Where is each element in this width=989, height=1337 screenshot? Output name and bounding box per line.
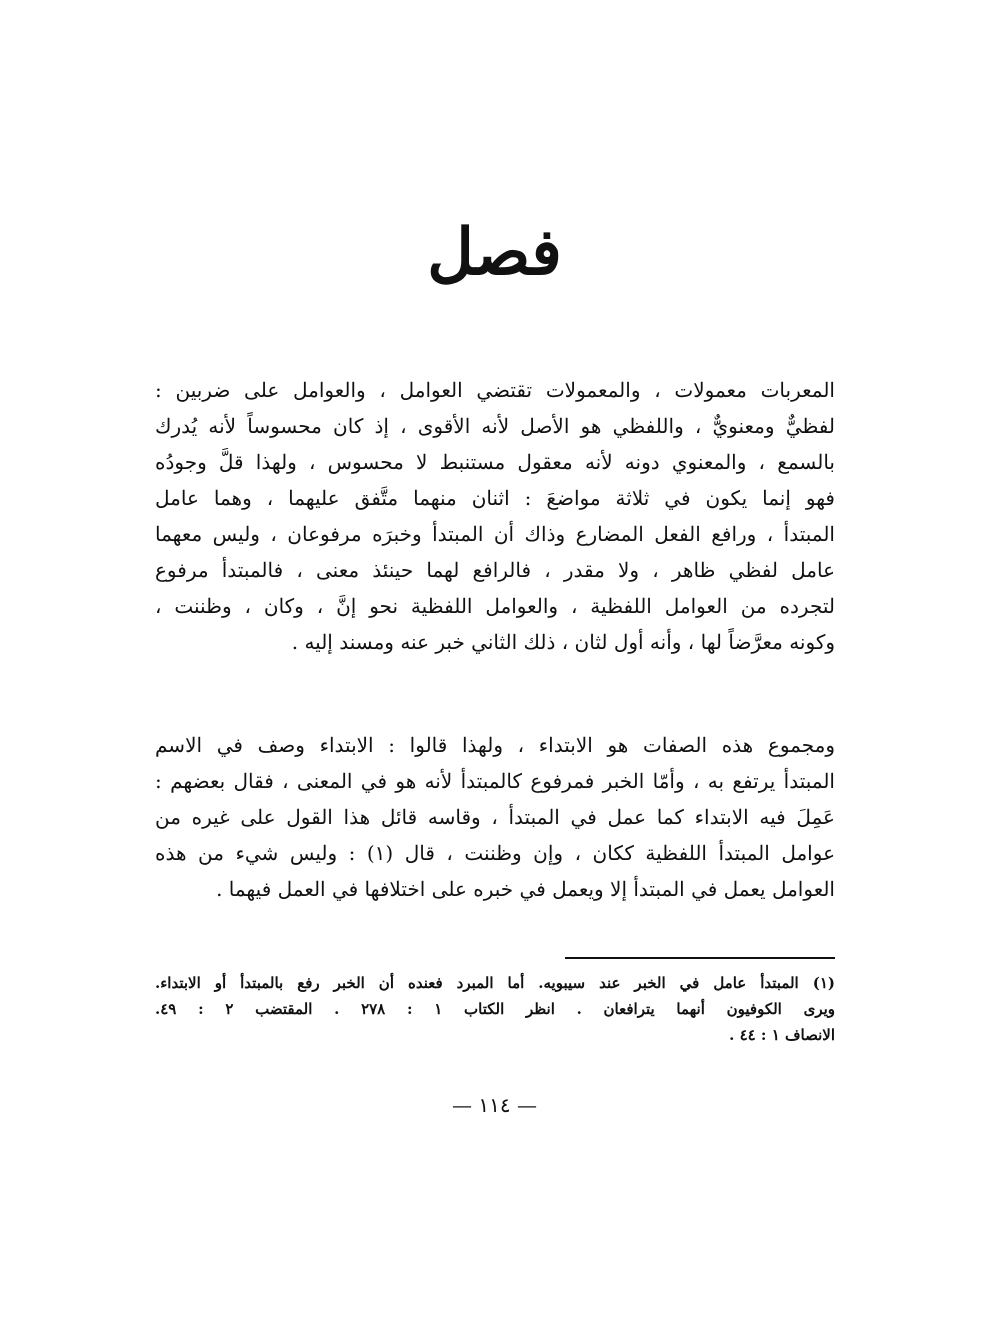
text-line: بالسمع ، والمعنوي دونه لأنه معقول مستنبط لا محسوس ، ولهذا قلَّ وجودُه <box>155 450 835 474</box>
paragraph-1 <box>155 372 835 660</box>
footnote-line: ويرى الكوفيون أنهما يترافعان . انظر الكتاب ١ : ٢٧٨ . المقتضب ٢ : ٤٩. <box>155 1000 835 1018</box>
text-line: عامل لفظي ظاهر ، ولا مقدر ، فالرافع لهما حينئذ معنى ، فالمبتدأ مرفوع <box>155 558 835 582</box>
page-title: فصل <box>427 215 562 290</box>
page-number: — ١١٤ — <box>452 1093 537 1117</box>
text-line: عوامل المبتدأ اللفظية ككان ، وإن وظننت ، قال (١) : وليس شيء من هذه <box>155 841 835 865</box>
text-line: المبتدأ ، ورافع الفعل المضارع وذاك أن المبتدأ وخبرَه مرفوعان ، وليس معهما <box>155 522 835 546</box>
text-line: المعربات معمولات ، والمعمولات تقتضي العوامل ، والعوامل على ضربين : <box>155 378 835 402</box>
text-line: فهو إنما يكون في ثلاثة مواضعَ : اثنان منهما متَّفق عليهما ، وهما عامل <box>155 486 835 510</box>
footnote-line: (١) المبتدأ عامل في الخبر عند سيبويه. أما المبرد فعنده أن الخبر رفع بالمبتدأ أو الابتداء. <box>155 974 835 992</box>
text-line: وكونه معرَّضاً لها ، وأنه أول لثان ، ذلك الثاني خبر عنه ومسند إليه . <box>291 630 835 654</box>
text-line: لفظيٌّ ومعنويٌّ ، واللفظي هو الأصل لأنه الأقوى ، إذ كان محسوساً لأنه يُدرك <box>155 414 835 438</box>
text-line: عَمِلَ فيه الابتداء كما عمل في المبتدأ ، وقاسه قائل هذا القول على غيره من <box>155 805 835 829</box>
footnote-divider <box>565 957 835 959</box>
paragraph-2 <box>155 727 835 907</box>
footnote-line: الانصاف ١ : ٤٤ . <box>729 1026 835 1044</box>
text-line: المبتدأ يرتفع به ، وأمّا الخبر فمرفوع كالمبتدأ لأنه هو في المعنى ، فقال بعضهم : <box>155 769 835 793</box>
text-line: لتجرده من العوامل اللفظية ، والعوامل اللفظية نحو إنَّ ، وكان ، وظننت ، <box>155 594 835 618</box>
footnotes <box>155 970 835 1048</box>
text-line: ومجموع هذه الصفات هو الابتداء ، ولهذا قالوا : الابتداء وصف في الاسم <box>155 733 835 757</box>
text-line: العوامل يعمل في المبتدأ إلا ويعمل في خبره على اختلافها في العمل فيهما . <box>216 877 835 901</box>
